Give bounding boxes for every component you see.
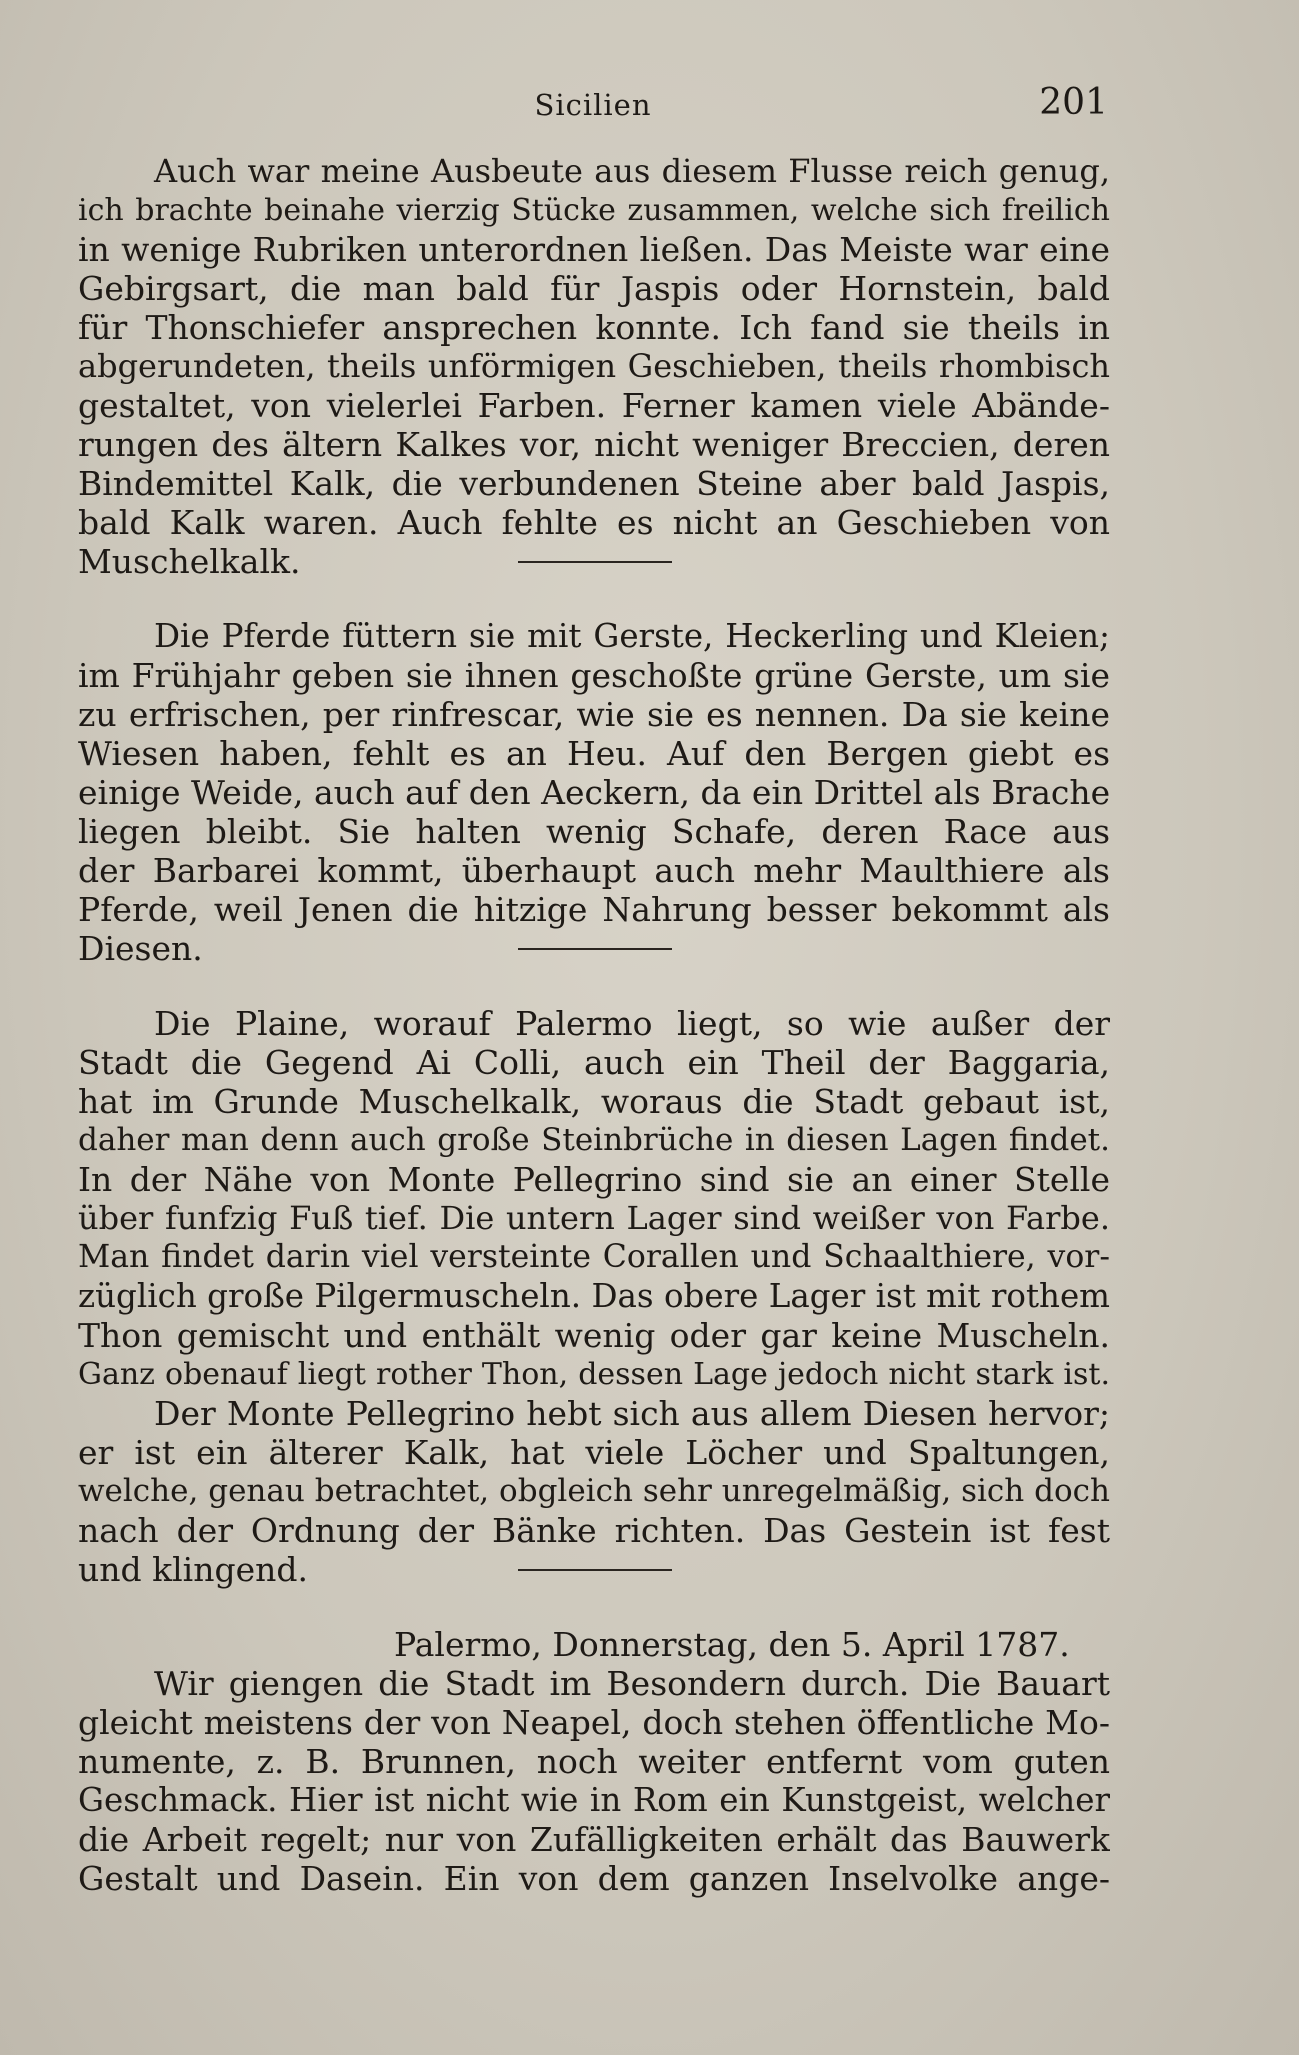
text-line: Thon gemischt und enthält wenig oder gar keine Muscheln. <box>78 1316 1110 1355</box>
text-line: Die Plaine, worauf Palermo liegt, so wie außer der <box>154 1004 1110 1043</box>
text-line: ich brachte beinahe vierzig Stücke zusammen, welche sich freilich <box>78 193 1110 228</box>
text-line: Pferde, weil Jenen die hitzige Nahrung besser bekommt als <box>78 890 1110 929</box>
text-line: Ganz obenauf liegt rother Thon, dessen Lage jedoch nicht stark ist. <box>78 1357 1110 1392</box>
text-line: für Thonschiefer ansprechen konnte. Ich fand sie theils in <box>78 308 1110 347</box>
text-line: im Frühjahr geben sie ihnen geschoßte grüne Gerste, um sie <box>78 656 1110 695</box>
running-title: Sicilien <box>534 88 652 122</box>
text-line: über funfzig Fuß tief. Die untern Lager sind weißer von Farbe. <box>78 1199 1110 1237</box>
text-line: züglich große Pilgermuscheln. Das obere Lager ist mit rothem <box>78 1277 1110 1315</box>
text-line: Bindemittel Kalk, die verbundenen Steine aber bald Jaspis, <box>78 464 1110 503</box>
text-line: Muschelkalk. <box>78 542 301 581</box>
text-line: numente, z. B. Brunnen, noch weiter entfernt vom guten <box>78 1742 1110 1781</box>
text-line: Wiesen haben, fehlt es an Heu. Auf den Bergen giebt es <box>78 734 1110 773</box>
text-line: Gestalt und Dasein. Ein von dem ganzen Inselvolke ange- <box>78 1859 1110 1898</box>
text-line: gleicht meistens der von Neapel, doch stehen öffentliche Mo- <box>78 1703 1110 1742</box>
paragraph <box>78 152 1110 581</box>
paragraph <box>78 1004 1110 1394</box>
text-line: zu erfrischen, per rinfrescar, wie sie es nennen. Da sie keine <box>78 695 1110 734</box>
text-line: Auch war meine Ausbeute aus diesem Flusse reich genug, <box>154 152 1110 190</box>
text-line: hat im Grunde Muschelkalk, woraus die Stadt gebaut ist, <box>78 1082 1110 1121</box>
running-head <box>78 78 1108 128</box>
text-line: abgerundeten, theils unförmigen Geschieben, theils rhombisch <box>78 347 1110 385</box>
text-line: in wenige Rubriken unterordnen ließen. Das Meiste war eine <box>78 230 1110 269</box>
text-line: und klingend. <box>78 1550 309 1589</box>
text-line: daher man denn auch große Steinbrüche in diesen Lagen findet. <box>78 1122 1110 1158</box>
text-line: einige Weide, auch auf den Aeckern, da ein Drittel als Brache <box>78 773 1110 812</box>
text-line: gestaltet, von vielerlei Farben. Ferner kamen viele Abände- <box>78 386 1110 425</box>
text-line: Der Monte Pellegrino hebt sich aus allem Diesen hervor; <box>154 1394 1110 1433</box>
paragraph <box>78 617 1110 968</box>
text-line: Diesen. <box>78 929 203 968</box>
text-line: Stadt die Gegend Ai Colli, auch ein Theil der Baggaria, <box>78 1043 1110 1082</box>
text-line: Die Pferde füttern sie mit Gerste, Heckerling und Kleien; <box>154 617 1110 655</box>
dateline: Palermo, Donnerstag, den 5. April 1787. <box>394 1625 1070 1664</box>
text-line: Man findet darin viel versteinte Corallen und Schaalthiere, vor- <box>78 1239 1110 1275</box>
text-line: Wir giengen die Stadt im Besondern durch. Die Bauart <box>154 1664 1110 1703</box>
text-line: die Arbeit regelt; nur von Zufälligkeiten erhält das Bauwerk <box>78 1820 1110 1859</box>
text-line: Geschmack. Hier ist nicht wie in Rom ein Kunstgeist, welcher <box>78 1781 1110 1819</box>
text-line: In der Nähe von Monte Pellegrino sind sie an einer Stelle <box>78 1160 1110 1199</box>
text-line: welche, genau betrachtet, obgleich sehr unregelmäßig, sich doch <box>78 1473 1110 1509</box>
text-line: Gebirgsart, die man bald für Jaspis oder Hornstein, bald <box>78 269 1110 308</box>
text-line: der Barbarei kommt, überhaupt auch mehr Maulthiere als <box>78 851 1110 890</box>
text-line: liegen bleibt. Sie halten wenig Schafe, deren Race aus <box>78 812 1110 851</box>
text-line: nach der Ordnung der Bänke richten. Das Gestein ist fest <box>78 1511 1110 1550</box>
page-number: 201 <box>1039 82 1108 123</box>
text-line: rungen des ältern Kalkes vor, nicht weniger Breccien, deren <box>78 425 1110 464</box>
text-line: bald Kalk waren. Auch fehlte es nicht an Geschieben von <box>78 503 1110 542</box>
paragraph <box>78 1394 1110 1589</box>
paragraph <box>78 1664 1110 1898</box>
body-text <box>78 152 1110 1898</box>
text-line: er ist ein älterer Kalk, hat viele Löcher und Spaltungen, <box>78 1433 1110 1472</box>
